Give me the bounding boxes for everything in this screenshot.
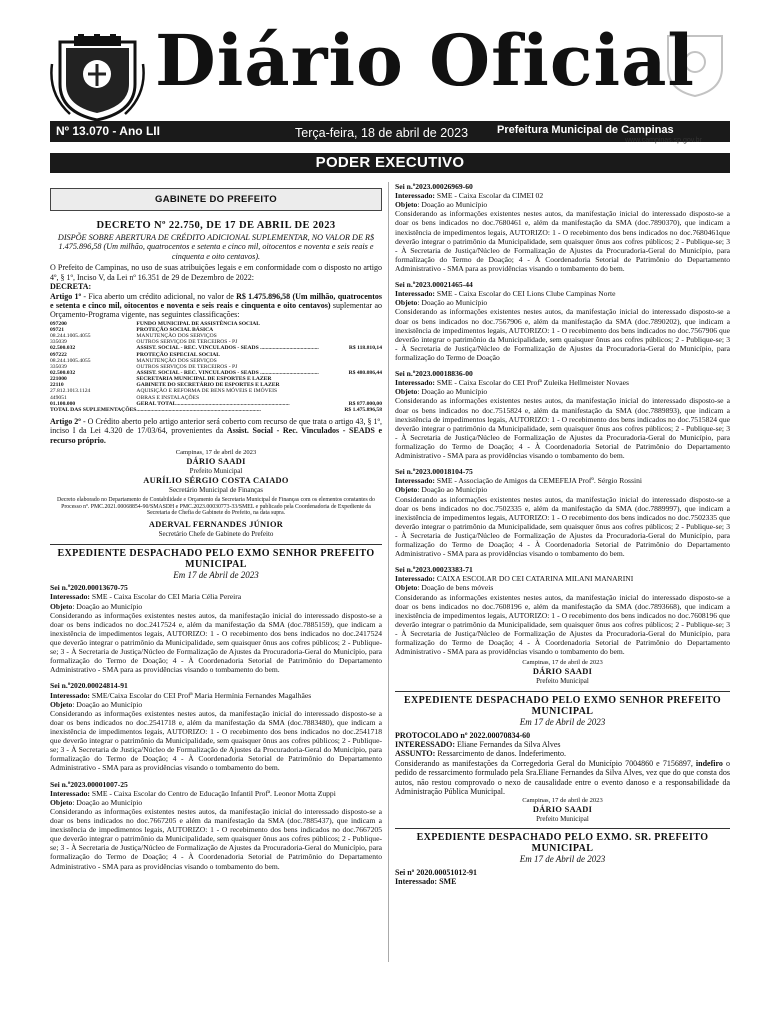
process-text: Considerando as informações existentes nestes autos, da manifestação inicial do interessado disposto-se a doar os bens indicados no doc.7502335 e, além da manifestação da SMA (doc.7889997), que indicam a inexistência de impedimentos legais, AUTORIZO: 1 - O recebimento dos bens indicados no doc.7502335 que deverão integrar o patrimônio da Municipalidade, sem quaisquer ônus aos cofres públicos; 2 - Publique-se; 3 - À Secretaria de Justiça/Núcleo de Formalização de Ajustes da Procuradoria-Geral do Município, para formalização do Termo de Doação; 4 - À Coordenadoria Setorial de Patrimônio do Departamento Administrativo - SMA para as providências visando o tombamento do bem. [395,494,730,559]
interessado-value: SME - Caixa Escolar do CEI Maria Célia Pereira [89,592,242,602]
process-text: Considerando as informações existentes nestes autos, da manifestação inicial do interessado disposto-se a doar os bens indicados no doc.7515824 e, além da manifestação da SMA (doc.7889893), que indicam a inexistência de impedimentos legais, AUTORIZO: 1 - O recebimento dos bens indicados no doc.7515824 que deverão integrar o patrimônio da Municipalidade, sem quaisquer ônus aos cofres públicos; 2 - Publique-se; 3 - À Secretaria de Justiça/Núcleo de Formalização de Ajustes da Procuradoria-Geral do Município, para formalização do Termo de Doação; 4 - À Coordenadoria Setorial de Patrimônio do Departamento Administrativo - SMA para as providências visando o tombamento do bem. [395,396,730,461]
protocolado-text-a: Considerando as manifestações da Corregedoria Geral do Município 7004860 e 7156897, [395,758,696,768]
process-interessado [395,378,730,387]
protocolado-decision: indefiro [695,758,723,768]
signature-name: DÁRIO SAADI [186,457,246,467]
process-number: Sei n.º2023.00018836-00 [395,369,473,379]
budget-amount-cell: R$ 480.086,44 [348,370,382,376]
objeto-value: : Doação ao Município [417,485,488,495]
expediente-title: EXPEDIENTE DESPACHADO PELO EXMO. SR. PREFEITO MUNICIPAL [416,831,709,854]
budget-code-cell: TOTAL DAS SUPLEMENTAÇÕES [50,406,137,413]
budget-code-cell: 27.812.1013.1124 [50,388,91,395]
issuer-url-link[interactable]: www.campinas.sp.gov.br [625,137,702,144]
budget-desc-cell: GABINETE DO SECRETÁRIO DE ESPORTES E LAZER [136,382,280,389]
article-1-tail: suplementar ao Orçamento-Programa vigente, nas seguintes classificações: [50,301,382,320]
expediente-date: Em 17 de Abril de 2023 [173,569,259,580]
objeto-label: Objeto [50,699,73,709]
process-text: Considerando as informações existentes nestes autos, da manifestação inicial do interessado disposto-se a doar os bens indicados no doc.7567906 e, além da manifestação da SMA (doc.7890202), que indicam a inexistência de impedimentos legais, AUTORIZO: 1 - O recebimento dos bens indicados no doc.7567906 que deverão integrar o patrimônio da Municipalidade, sem quaisquer ônus aos cofres públicos; 2 - Publique-se; 3 - À Secretaria de Justiça/Núcleo de Formalização de Ajustes da Procuradoria-Geral do Município, para formalização do Termo de Doação [395,307,730,362]
process-objeto [395,387,730,396]
budget-desc-cell: MANUTENÇÃO DOS SERVIÇOS [136,357,217,364]
divider-rule [395,828,730,829]
budget-desc-cell: FUNDO MUNICIPAL DE ASSISTÊNCIA SOCIAL [136,320,261,327]
process-number: Sei n.º2020.00013670-75 [50,583,128,593]
process-text: Considerando as informações existentes nestes autos, da manifestação inicial do interessado disposto-se a doar os bens indicados no doc.2417524 e, além da manifestação da SMA (doc.7885159), que indicam a inexistência de impedimentos legais, AUTORIZO: 1 - O recebimento dos bens indicados no doc.2417524 que deverão integrar o patrimônio da Municipalidade, sem quaisquer ônus aos cofres públicos; 2 - Publique-se; 3 - À Secretaria de Justiça/Núcleo de Formalização de Ajustes da Procuradoria-Geral do Município, para formalização do Termo de Doação; 4 - À Coordenadoria Setorial de Patrimônio do Departamento Administrativo - SMA para as providências visando o tombamento do bem. [50,610,382,675]
interessado-value: SME - Caixa Escolar do CEI Lions Clube Campinas Norte [434,289,616,299]
interessado-value: CAIXA ESCOLAR DO CEI CATARINA MILANI MANARINI [434,574,634,584]
process-interessado: Interessado: SME [395,877,457,887]
budget-desc-cell: AQUISIÇÃO E REFORMA DE BENS MÓVEIS E IMÓVEIS [136,388,278,395]
objeto-label: Objeto [395,298,418,308]
process-entry [395,467,730,558]
decree-note: Decreto elaborado no Departamento de Contabilidade e Orçamento da Secretaria Municipal de Finanças com os elementos constantes do Processo nº. PMC.2021.00068854-90/SMASDH e PMC.2023.00030773-33/SMEL e publicado pela Coordenadoria de Expediente da Secretaria de Chefia de Gabinete do Prefeito, na data supra. [57,497,375,517]
process-objeto [50,700,382,709]
process-interessado [50,691,382,700]
expediente-date: Em 17 de Abril de 2023 [519,716,606,727]
signature-name: DÁRIO SAADI [532,804,593,814]
interessado-label: Interessado: [395,378,435,388]
process-entry [50,583,382,674]
objeto-label: Objeto [395,583,418,593]
objeto-label: Objeto [395,485,418,495]
protocolado-interessado [395,740,730,749]
right-process-list [395,182,730,656]
process-interessado [50,789,382,798]
decree-preamble: O Prefeito de Campinas, no uso de suas atribuições legais e em conformidade com o disposto no artigo 4º, § 1º, Inciso V, da Lei nº 16.351 de 29 de Dezembro de 2022: [50,263,382,282]
budget-desc-cell: ASSIST. SOCIAL - REC. VINCULADOS - SEADS .......................................... [136,370,319,376]
budget-desc-cell: MANUTENÇÃO DOS SERVIÇOS [136,333,217,340]
budget-desc-cell: PROTEÇÃO ESPECIAL SOCIAL [136,351,221,358]
objeto-label: Objeto [50,601,73,611]
expediente-date: Em 17 de Abril de 2023 [519,853,606,864]
process-number: Sei n.º2020.00024814-91 [50,681,128,691]
signature-role: Prefeito Municipal [189,467,243,476]
process-objeto [50,798,382,807]
protocolado-text [395,759,730,797]
signature-name: ADERVAL FERNANDES JÚNIOR [148,520,284,530]
process-text: Considerando as informações existentes nestes autos, da manifestação inicial do interessado disposto-se a doar os bens indicados no doc.7667205 e além da manifestação da SMA (doc.7885437), que indicam a inexistência de impedimentos legais, AUTORIZO: 1 - O recebimento dos bens indicados no doc.7667205 que deverão integrar o patrimônio da Municipalidade, sem quaisquer ônus aos cofres públicos; 2 - Publique-se; 3 - À Secretaria de Justiça/Núcleo de Formalização de Ajustes da Procuradoria-Geral do Município, para formalização do Termo de Doação; 4 - À Coordenadoria Setorial de Patrimônio do Departamento Administrativo - SMA para as providências visando o tombamento do bem. [50,806,382,871]
budget-table [50,321,382,413]
objeto-label: Objeto [50,797,73,807]
interessado-label: Interessado: [395,289,435,299]
process-objeto [395,200,730,209]
budget-code-cell: 22110 [50,382,64,389]
decree-title: DECRETO Nº 22.750, DE 17 DE ABRIL DE 2023 [96,220,336,232]
left-process-list [50,583,382,870]
article-1-amount: R$ 1.475.896,58 (Um milhão, quatrocentos e setenta e cinco mil, oitocentos e noventa e seis reais e cinquenta e oito centavos) [50,291,382,310]
budget-code-cell: 335039 [50,339,67,346]
process-interessado [395,191,730,200]
budget-desc-cell: PROTEÇÃO SOCIAL BÁSICA [136,327,214,334]
section-title: PODER EXECUTIVO [315,154,465,171]
column-divider [388,182,389,962]
budget-desc-cell: GERAL TOTAL................................................................................. [136,400,290,407]
budget-desc-cell: ......................................................................................... [136,406,261,413]
budget-code-cell: 02.500.032 [50,345,76,352]
interessado-label: Interessado: [395,191,435,201]
article-1 [50,292,382,320]
decreta-label: DECRETA: [50,282,92,292]
interessado-label: INTERESSADO: [395,739,456,749]
article-2-lead: Artigo 2º [50,416,81,426]
budget-desc-cell: ASSIST. SOCIAL - REC. VINCULADOS - SEADS .......................................... [136,345,319,352]
interessado-label: Interessado: [50,592,90,602]
budget-desc-cell: OUTROS SERVIÇOS DE TERCEIROS - PJ [136,363,238,370]
masthead-title: Diário Oficial [155,19,696,102]
interessado-value: SME/Caixa Escolar do CEI Profª Maria Hermínia Fernandes Magalhães [89,690,312,700]
objeto-label: Objeto [395,200,418,210]
sign-place-date: Campinas, 17 de abril de 2023 [522,796,603,804]
interessado-value: Eliane Fernandes da Silva Alves [455,739,561,749]
interessado-value: SME - Caixa Escolar da CIMEI 02 [434,191,544,201]
objeto-value: : Doação ao Município [417,387,488,397]
signature-name: DÁRIO SAADI [532,667,593,677]
process-text: Considerando as informações existentes nestes autos, da manifestação inicial do interessado disposto-se a doar os bens indicados no doc.7608196 e, além da manifestação da SMA (doc.7893668), que indicam a inexistência de impedimentos legais, AUTORIZO: 1 - O recebimento dos bens indicados no doc.7608196 que deverão integrar o patrimônio da Municipalidade, sem quaisquer ônus aos cofres públicos; 2 - Publique-se; 3 - À Secretaria de Justiça/Núcleo de Formalização de Ajustes da Procuradoria-Geral do Município, para formalização do Termo de Doação; 4 - À Coordenadoria Setorial de Patrimônio do Departamento Administrativo - SMA para as providências visando o tombamento do bem. [395,592,730,657]
assunto-label: ASSUNTO: [395,749,436,759]
article-1-lead: Artigo 1º [50,291,82,301]
budget-code-cell: 01.100.000 [50,400,76,407]
sign-place-date: Campinas, 17 de abril de 2023 [522,659,603,667]
process-number: Sei nº 2020.00051012-91 [395,867,477,877]
process-entry [50,681,382,772]
budget-code-cell: 08.244.1005.4055 [50,333,91,340]
budget-code-cell: 02.500.032 [50,370,76,376]
process-text: Considerando as informações existentes nestes autos, da manifestação inicial do interessado disposto-se a doar os bens indicados no doc.7680461 e, além da manifestação da SMA (doc.7890370), que indicam a inexistência de impedimentos legais, AUTORIZO: 1 - O recebimento dos bens indicados no doc.7680461que deverão integrar o patrimônio da Municipalidade, sem quaisquer ônus aos cofres públicos; 2 - Publique-se; 3 - À Secretaria de Justiça/Núcleo de Formalização de Ajustes da Procuradoria-Geral do Município, para formalização do Termo de Doação; 4 - À Coordenadoria Setorial de Patrimônio do Departamento Administrativo - SMA para as providências visando o tombamento do bem. [395,209,730,273]
gabinete-heading: GABINETE DO PREFEITO [50,188,382,211]
process-interessado [395,289,730,298]
process-entry [395,182,730,273]
decree-subtitle: DISPÕE SOBRE ABERTURA DE CRÉDITO ADICIONAL SUPLEMENTAR, NO VALOR DE R$ 1.475.896,58 (Um milhão, quatrocentos e setenta e cinco mil, oitocentos e noventa e seis reais e cinquenta e oito centavos). [57,232,375,261]
signature-name: AURÍLIO SÉRGIO COSTA CAIADO [143,475,289,485]
interessado-label: Interessado: [50,690,90,700]
right-column [395,182,730,887]
process-interessado [395,476,730,485]
article-2-text: - O Crédito aberto pelo artigo anterior será coberto com recurso de que trata o artigo 43, § 1º, inciso I da Lei 4.320 de 17/03/64, provenientes da [50,416,383,436]
expediente-title: EXPEDIENTE DESPACHADO PELO EXMO SENHOR PREFEITO MUNICIPAL [403,694,722,717]
interessado-value: SME - Caixa Escolar do CEI Profª Zuleika Hellmeister Novaes [434,378,629,388]
assunto-value: Ressarcimento de danos. Indeferimento. [435,749,566,759]
left-column [50,182,382,878]
budget-amount-cell: R$ 877.000,00 [348,400,382,407]
budget-amount-cell: R$ 118.810,14 [348,345,382,352]
article-1-text: - Fica aberto um crédito adicional, no valor de [81,291,237,301]
signature-role: Secretário Municipal de Finanças [169,485,263,494]
objeto-value: : Doação ao Município [72,699,143,709]
objeto-value: : Doação ao Município [72,797,143,807]
article-2 [50,417,382,445]
campinas-coat-of-arms-icon [50,34,145,122]
process-interessado [50,592,382,601]
edition-number: Nº 13.070 - Ano LII [56,124,160,138]
process-objeto [395,583,730,592]
expediente-title: EXPEDIENTE DESPACHADO PELO EXMO SENHOR PREFEITO MUNICIPAL [57,547,375,570]
process-objeto [395,298,730,307]
process-objeto [395,485,730,494]
budget-code-cell: 449051 [50,394,67,401]
interessado-label: Interessado: [395,574,435,584]
budget-desc-cell: OUTROS SERVIÇOS DE TERCEIROS - PJ [136,339,238,346]
budget-code-cell: 335039 [50,363,67,370]
process-number: Sei n.º2023.00018104-75 [395,467,473,477]
budget-code-cell: 097200 [50,320,67,327]
protocolado-text-b: o pedido de ressarcimento formulado pela Sra.Eliane Fernandes da Silva Alves, vez que do que consta dos autos, não restou comprovado o nexo de causalidade entre o evento danoso e a responsabilidade da Administração Pública Municipal. [395,758,730,797]
objeto-label: Objeto [395,387,418,397]
budget-code-cell: 097222 [50,351,67,358]
interessado-value: SME - Caixa Escolar do Centro de Educação Infantil Profª. Leonor Motta Zuppi [89,788,336,798]
interessado-value: SME - Associação de Amigos da CEMEFEJA Profº. Sérgio Rossini [434,476,642,486]
interessado-label: Interessado: [50,788,90,798]
divider-rule [50,544,382,545]
process-entry [50,780,382,871]
budget-amount-cell: R$ 1.475.896,58 [344,406,382,413]
process-text: Considerando as informações existentes nestes autos, da manifestação inicial do interessado disposto-se a doar os bens indicados no doc.2541718 e, além da manifestação da SMA (doc.7883480), que indicam a inexistência de impedimentos legais, AUTORIZO: 1 - O recebimento dos bens indicados no doc.2541718 que deverão integrar o patrimônio da Municipalidade, sem quaisquer ônus aos cofres públicos; 2 - Publique-se; 3 - À Secretaria de Justiça/Núcleo de Formalização de Ajustes da Procuradoria-Geral do Município, para formalização do Termo de Doação; 4 - À Coordenadoria Setorial de Patrimônio do Departamento Administrativo - SMA para as providências visando o tombamento do bem. [50,708,382,773]
budget-code-cell: 221000 [50,376,67,383]
interessado-label: Interessado: [395,476,435,486]
process-interessado [395,574,730,583]
process-entry [395,280,730,362]
signature-role: Prefeito Municipal [536,814,589,823]
objeto-value: : Doação de bens móveis [417,583,494,593]
process-entry [395,369,730,460]
article-2-source: Assist. Social - Rec. Vinculados - SEADS e recurso próprio. [50,426,382,445]
process-number: Sei n.º2023.00026969-60 [395,182,473,191]
budget-code-cell: 09721 [50,327,64,334]
sign-place-date: Campinas, 17 de abril de 2023 [175,449,257,457]
process-entry [395,565,730,656]
objeto-value: : Doação ao Município [417,298,488,308]
budget-row [50,407,382,413]
objeto-value: : Doação ao Município [72,601,143,611]
signature-role: Prefeito Municipal [536,677,589,686]
signature-role: Secretário Chefe de Gabinete do Prefeito [158,530,274,539]
budget-desc-cell: OBRAS E INSTALAÇÕES [136,394,200,401]
budget-code-cell: 08.244.1005.4055 [50,357,91,364]
publication-date: Terça-feira, 18 de abril de 2023 [295,126,469,140]
process-number: Sei n.º2023.00021465-44 [395,280,473,290]
budget-desc-cell: SECRETARIA MUNICIPAL DE ESPORTES E LAZER [136,376,272,383]
process-objeto [50,602,382,611]
objeto-value: : Doação ao Município [417,200,488,210]
protocolado-assunto [395,749,730,758]
protocolado-number: PROTOCOLADO nº 2022.00070834-60 [395,730,531,740]
divider-rule [395,691,730,692]
process-number: Sei n.º2023.00023383-71 [395,565,473,575]
process-number: Sei n.º2023.00001007-25 [50,779,128,789]
issuer-name: Prefeitura Municipal de Campinas [497,124,674,136]
